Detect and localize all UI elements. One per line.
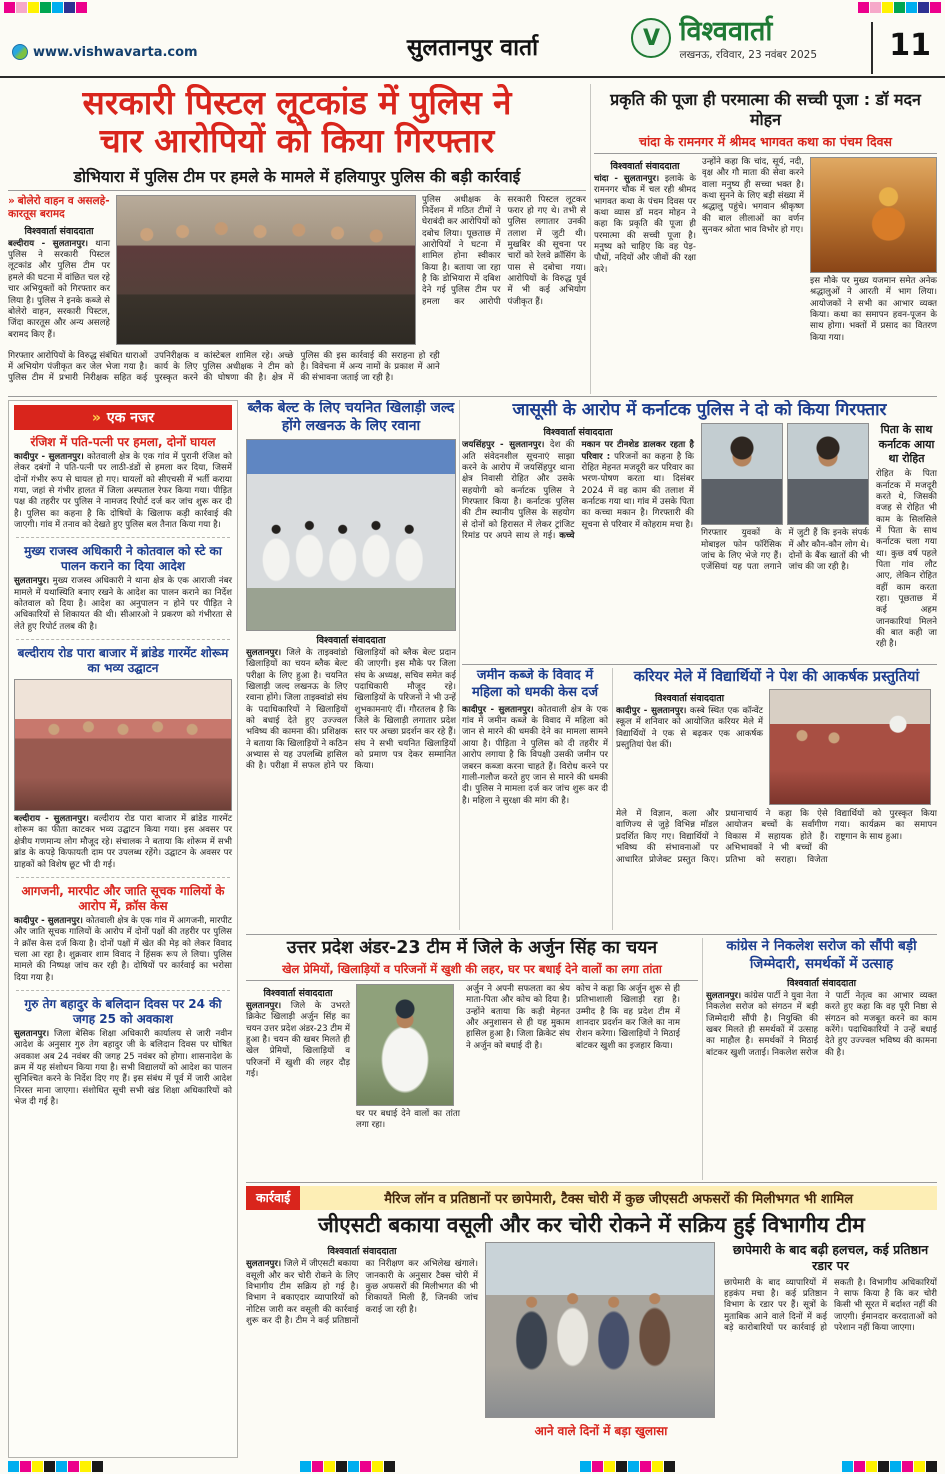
brief-title: बल्दीराय रोड पारा बाजार में ब्रांडेड गारमेंट शोरूम का भव्य उद्घाटन [17,646,229,676]
pooja-body-1 [594,174,696,276]
under23-dateline: सुलतानपुर। [246,1001,282,1011]
career-headline: करियर मेले में विद्यार्थियों ने पेश की आकर्षक प्रस्तुतियां [633,669,920,685]
paper-name: विश्ववार्ता [679,16,773,47]
brief-body [14,576,232,633]
lead-photo [116,195,416,345]
print-registration-marks [4,2,87,13]
under23-subheadline: खेल प्रेमियों, खिलाड़ियों व परिजनों में खुशी की लहर, घर पर बधाई देने वालों का लगा तांता [282,962,662,976]
divider [8,190,586,191]
reporter-byline: विश्ववार्ता संवाददाता [327,1246,397,1258]
gst-photo-column [485,1242,717,1439]
gst-side-column [724,1242,937,1439]
reporter-byline: विश्ववार्ता संवाददाता [24,225,94,237]
showroom-photo [14,679,232,811]
brief-body [14,1029,232,1108]
pooja-column-3 [810,157,937,344]
under23-body-3: अर्जुन ने अपनी सफलता का श्रेय माता-पिता और कोच को दिया है। उन्होंने बताया कि कड़ी मेहनत और अनुशासन से ही यह मुकाम हासिल हुआ है। जिला क्रिकेट संघ ने अर्जुन को बधाई दी है। [466,984,570,1051]
career-body-top-text: कस्बे स्थित एक कॉन्वेंट स्कूल में शनिवार को आयोजित करियर मेले में विद्यार्थियों ने एक से बढ़कर एक आकर्षक प्रस्तुतियां पेश कीं। [616,706,764,751]
brief-title: गुरु तेग बहादुर के बलिदान दिवस पर 24 की जगह 25 को अवकाश [24,996,222,1026]
chevron-icon: » [8,194,15,207]
lead-headline-line1: सरकारी पिस्टल लूटकांड में पुलिस ने [82,84,512,122]
divider [16,537,230,538]
land-headline: जमीन कब्जे के विवाद में महिला को धमकी केस दर्ज [471,668,599,700]
brief-dateline: सुलतानपुर। [14,576,50,587]
congress-dateline: सुलतानपुर। [706,991,742,1002]
brief-body-text: बल्दीराय रोड पारा बाजार में ब्रांडेड गारमेंट शोरूम का फीता काटकर भव्य उद्घाटन किया गया। इस अवसर पर क्षेत्रीय गणमान्य लोग मौजूद रहे। संचालक ने बताया कि शोरूम में सभी ब्रांड के कपड़े किफायती दाम पर उपलब्ध रहेंगे। उद्घाटन के अवसर पर ग्राहकों को विशेष छूट भी दी गई। [14,814,233,870]
article-black-belt [246,400,456,930]
career-dateline: कादीपुर - सुलतानपुर। [616,706,687,717]
land-body [462,705,608,807]
column-rule [612,668,613,930]
article-career-fair [616,668,937,930]
brief-body [14,814,232,871]
lead-content [8,195,586,347]
lead-body-left-text: थाना पुलिस ने सरकारी पिस्टल लूटकांड और पुलिस टीम पर हमले की घटना में वांछित चल रहे चार अभियुक्तों को गिरफ्तार कर लिया है। पुलिस ने इनके कब्जे से बोलेरो वाहन, सरकारी पिस्टल, जिंदा कारतूस और अन्य असलहे बरामद किए हैं। [8,238,110,340]
gst-headline: जीएसटी बकाया वसूली और कर चोरी रोकने में सक्रिय हुई विभागीय टीम [318,1213,865,1237]
pooja-body-3: इस मौके पर मुख्य यजमान समेत अनेक श्रद्धालुओं ने आरती में भाग लिया। आयोजकों ने सभी का आभार व्यक्त किया। कथा का समापन हवन-पूजन के साथ होगा। भक्तों में प्रसाद का वितरण किया गया। [810,276,937,343]
section-rule [246,934,937,935]
brand-block [631,18,817,62]
pooja-headline: प्रकृति की पूजा ही परमात्मा की सच्ची पूजा : डॉ मदन मोहन [610,90,921,129]
katha-photo [810,157,937,273]
article-spy-arrests [462,400,937,662]
congress-body [706,991,937,1161]
lead-dateline: बल्दीराय - सुलतानपुर। [8,238,88,249]
article-congress-appointment [706,938,937,1180]
blackbelt-dateline: सुलतानपुर। [246,648,282,658]
spy-side-body: रोहित के पिता कर्नाटक में मजदूरी करते थे, जिसकी वजह से रोहित भी काम के सिलसिले में पिता के साथ कर्नाटक चला गया था। कुछ वर्ष पहले पिता गांव लौट आए, लेकिन रोहित वहीं काम करता रहा। पूछताछ में कई अहम जानकारियां मिलने की बात कही जा रही है। [876,469,937,650]
under23-column-1 [246,984,350,1132]
brief-body-text: मुख्य राजस्व अधिकारी ने थाना क्षेत्र के एक आराजी नंबर मामले में यथास्थिति बनाए रखने के आदेश का पालन कराने का निर्देश कोतवाल को दिया है। आदेश का अनुपालन न होने पर पीड़ित ने अधिकारियों से शिकायत की थी। सीआरओ ने प्रकरण को गंभीरता से लेते हुए रिपोर्ट तलब की है। [14,576,233,632]
gst-kicker-text: मैरिज लॉन व प्रतिष्ठानों पर छापेमारी, टैक्स चोरी में कुछ जीएसटी अफसरों की मिलीभगत भी शामिल [300,1186,937,1210]
career-body-bottom: मेले में विज्ञान, कला और वाणिज्य से जुड़े विभिन्न मॉडल प्रदर्शित किए गए। विद्यार्थियों ने भविष्य की संभावनाओं पर आधारित प्रोजेक्ट प्रस्तुत किए। प्रधानाचार्य ने कहा कि ऐसे आयोजन बच्चों के सर्वांगीण विकास में सहायक होते हैं। अभिभावकों ने भी बच्चों की प्रतिभा को सराहा। विजेता विद्यार्थियों को पुरस्कृत किया गया। कार्यक्रम का समापन राष्ट्रगान के साथ हुआ। [616,809,937,865]
spy-body [462,440,694,542]
blackbelt-headline: ब्लैक बेल्ट के लिए चयनित खिलाड़ी जल्द होंगे लखनऊ के लिए रवाना [247,400,455,434]
gst-kicker [246,1186,937,1210]
spy-side-column [876,423,937,650]
reporter-byline: विश्ववार्ता संवाददाता [610,161,680,172]
lead-body-right: पुलिस अधीक्षक के निर्देशन में गठित टीमों ने घेराबंदी कर आरोपियों को दबोच लिया। पूछताछ में आरोपियों ने घटना में शामिल होना स्वीकार किया है। बताया जा रहा है कि डोभियारा में दबिश देने गई पुलिस टीम पर हमला कर आरोपी सरकारी पिस्टल लूटकर फरार हो गए थे। तभी से पुलिस लगातार उनकी तलाश में जुटी थी। मुखबिर की सूचना पर चारों को रेलवे क्रॉसिंग के पास से दबोचा गया। आरोपियों के विरुद्ध पूर्व में भी कई अभियोग पंजीकृत हैं। [422,194,586,307]
lead-headline [8,84,586,161]
brief-title: रंजिश में पति-पत्नी पर हमला, दोनों घायल [30,435,216,449]
spy-side-title: पिता के साथ कर्नाटक आया था रोहित [878,423,935,465]
spy-main-column [462,423,694,650]
section-rule [462,664,937,665]
reporter-byline: विश्ववार्ता संवाददाता [316,635,386,646]
cricketer-photo [356,984,454,1106]
brief-title: मुख्य राजस्व अधिकारी ने कोतवाल को स्टे का पालन कराने का दिया आदेश [24,544,222,574]
reporter-byline: विश्ववार्ता संवाददाता [543,427,613,439]
brief-item [14,435,232,531]
brief-body [14,916,232,984]
edition-dateline: लखनऊ, रविवार, 23 नवंबर 2025 [679,49,817,62]
lead-body-left [8,239,110,341]
mugshots [701,423,869,525]
brief-body [14,452,232,531]
reporter-byline: विश्ववार्ता संवाददाता [263,988,333,999]
brief-title: आगजनी, मारपीट और जाति सूचक गालियों के आरोप में, क्रॉस केस [21,883,225,913]
congress-body-text: कांग्रेस पार्टी ने युवा नेता निकलेश सरोज को संगठन में बड़ी जिम्मेदारी सौंपी है। नियुक्ति की खबर मिलते ही समर्थकों में उत्साह का माहौल है। समर्थकों ने मिठाई बांटकर खुशी जताई। निकलेश सरोज ने पार्टी नेतृत्व का आभार व्यक्त करते हुए कहा कि वह पूरी निष्ठा से संगठन को मजबूत करने का काम करेंगे। पदाधिकारियों ने उन्हें बधाई देते हुए उज्ज्वल भविष्य की कामना की है। [706,991,937,1058]
mugshot-photo-1 [701,423,783,525]
land-dateline: कादीपुर - सुलतानपुर। [462,704,534,715]
print-registration-marks [858,2,941,13]
lead-subheadline: डोभियारा में पुलिस टीम पर हमले के मामले में हलियापुर पुलिस की बड़ी कार्रवाई [73,167,521,186]
spy-photo-column [701,423,869,650]
gst-body [246,1259,478,1327]
section-rule [246,1182,937,1183]
under23-column-2 [356,984,460,1132]
article-pistol-loot-arrests [8,84,586,394]
lead-body-bottom: गिरफ्तार आरोपियों के विरुद्ध संबंधित धाराओं में अभियोग पंजीकृत कर जेल भेजा गया है। पुलिस टीम में प्रभारी निरीक्षक सहित कई उपनिरीक्षक व कांस्टेबल शामिल रहे। अच्छे कार्य के लिए पुलिस अधीक्षक ने टीम को पुरस्कृत करने की घोषणा की है। क्षेत्र में पुलिस की इस कार्रवाई की सराहना हो रही है। विवेचना में अन्य नामों के प्रकाश में आने की संभावना जताई जा रही है। [8,350,440,384]
career-content [616,689,937,805]
brief-dateline: कादीपुर - सुलतानपुर। [14,452,84,462]
divider [16,639,230,640]
divider [594,153,937,154]
taekwondo-photo [246,439,456,631]
section-rule [8,396,937,397]
reporter-byline: विश्ववार्ता संवाददाता [654,693,725,705]
pooja-content [594,157,937,344]
under23-content [246,984,698,1132]
gst-content [246,1242,937,1439]
pooja-column-1 [594,157,696,344]
spy-headline: जासूसी के आरोप में कर्नाटक पुलिस ने दो को किया गिरफ्तार [512,400,887,420]
vishwavarta-logo-icon [631,18,671,58]
divider [16,990,230,991]
print-registration-marks [8,1461,103,1472]
gst-raid-photo [485,1242,715,1418]
brief-body-text: कोतवाली क्षेत्र के एक गांव में आगजनी, मारपीट और जाति सूचक गालियों के आरोप में दोनों पक्षों की तहरीर पर पुलिस ने क्रॉस केस दर्ज किया है। दोनों पक्षों में खेत की मेड़ को लेकर विवाद चला आ रहा है। शुक्रवार शाम विवाद ने हिंसक रूप ले लिया। पुलिस मामले की निष्पक्ष जांच कर रही है। दोषियों पर कार्रवाई का भरोसा दिया गया है। [14,915,232,983]
gst-dateline: सुलतानपुर। [246,1259,282,1270]
page-number: 11 [871,22,935,74]
gst-side-title: छापेमारी के बाद बढ़ी हलचल, कई प्रतिष्ठान रडार पर [732,1242,929,1274]
gst-left-column [246,1242,478,1439]
masthead [0,14,945,78]
article-land-dispute [462,668,608,930]
pooja-subheadline: चांदा के रामनगर में श्रीमद भागवत कथा का पंचम दिवस [639,134,892,149]
lead-left-column [8,195,110,347]
column-rule [590,84,591,394]
spy-body-b: परिजनों का कहना है कि रोहित मेहनत मजदूरी कर परिवार का भरण-पोषण करता था। दिसंबर 2024 में वह काम की तलाश में कर्नाटक गया था। गांव में उसके पिता का कच्चा मकान है। गिरफ्तारी की सूचना से परिवार में कोहराम मचा है। [581,451,694,530]
mugshot-photo-2 [787,423,869,525]
under23-headline: उत्तर प्रदेश अंडर-23 टीम में जिले के अर्जुन सिंह का चयन [286,938,658,958]
article-gst-recovery [246,1186,937,1458]
under23-body-4: कोच ने कहा कि अर्जुन शुरू से ही प्रतिभाशाली खिलाड़ी रहा है। उम्मीद है कि वह प्रदेश टीम में शानदार प्रदर्शन कर जिले का नाम रोशन करेगा। खिलाड़ियों ने मिठाई बांटकर खुशी का इजहार किया। [576,984,680,1051]
briefs-title: एक नजर [106,410,155,426]
under23-body-2: घर पर बधाई देने वालों का तांता लगा रहा। [356,1109,460,1131]
briefs-header [14,405,232,430]
career-body-top [616,706,763,751]
reporter-byline: विश्ववार्ता संवाददाता [786,978,857,990]
gst-body-text: जिले में जीएसटी बकाया वसूली और कर चोरी रोकने के लिए विभागीय टीम सक्रिय हो गई है। विभाग ने बकाएदार व्यापारियों को नोटिस जारी कर वसूली की कार्रवाई शुरू कर दी है। टीम ने कई प्रतिष्ठानों का निरीक्षण कर अभिलेख खंगाले। जानकारी के अनुसार टैक्स चोरी में कुछ अफसरों की मिलीभगत की भी शिकायतें मिली हैं, जिनकी जांच कराई जा रही है। [246,1259,478,1326]
gst-kicker-label: कार्रवाई [246,1186,300,1210]
brief-body-text: जिला बेसिक शिक्षा अधिकारी कार्यालय से जारी नवीन आदेश के अनुसार गुरु तेग बहादुर जी के बलिदान दिवस पर घोषित अवकाश अब 24 नवंबर की जगह 25 नवंबर को होगा। शासनादेश के क्रम में यह संशोधन किया गया है। सभी विद्यालयों को आदेश का पालन सुनिश्चित करने के निर्देश दिए गए हैं। इस संबंध में पूर्व में जारी आदेश निरस्त माना जाएगा। संशोधित सूची सभी खंड शिक्षा अधिकारियों को भेज दी गई है। [14,1028,232,1107]
divider [16,877,230,878]
article-under23-selection [246,938,698,1180]
column-rule [459,400,460,930]
print-registration-marks [580,1461,675,1472]
brief-item [14,884,232,984]
brief-item [14,997,232,1108]
land-body-text: कोतवाली क्षेत्र के एक गांव में जमीन कब्जे के विवाद में महिला को जान से मारने की धमकी देने का मामला सामने आया है। पीड़िता ने पुलिस को दी तहरीर में आरोप लगाया है कि विपक्षी उसकी जमीन पर जबरन कब्जा करना चाहते हैं। विरोध करने पर गाली-गलौज करते हुए जान से मारने की धमकी दी। पुलिस ने मामला दर्ज कर जांच शुरू कर दी है। महिला ने सुरक्षा की मांग की है। [462,704,608,806]
lead-pointer [8,195,110,221]
career-fair-photo [769,689,931,805]
spy-crosshead: कच्चे मकान पर टीनशेड डालकर रहता है परिवार : [559,440,694,542]
section-title: सुलतानपुर वार्ता [406,35,539,61]
brief-item [14,646,232,871]
pooja-body-2: उन्होंने कहा कि चांद, सूर्य, नदी, वृक्ष और गौ माता की सेवा करने वाला मनुष्य ही सच्चा भक्त है। कथा सुनने के लिए बड़ी संख्या में श्रद्धालु पहुंचे। भगवान श्रीकृष्ण की बाल लीलाओं का वर्णन सुनकर श्रोता भाव विभोर हो गए। [702,157,804,236]
brief-body-text: कोतवाली क्षेत्र के एक गांव में पुरानी रंजिश को लेकर दबंगों ने पति-पत्नी पर लाठी-डंडों से हमला कर दिया, जिसमें दोनों गंभीर रूप से घायल हो गए। घायलों को सीएचसी में भर्ती कराया गया, जहां से गंभीर हालत में जिला अस्पताल रेफर किया गया। पीड़ित पक्ष की तहरीर पर पुलिस ने नामजद रिपोर्ट दर्ज कर जांच शुरू कर दी है। पुलिस का कहना है कि दोषियों के खिलाफ कड़ी कार्रवाई की जाएगी। गांव में तनाव को देखते हुए पुलिस बल तैनात किया गया है। [14,452,232,531]
brief-dateline: बल्दीराय - सुलतानपुर। [14,814,89,825]
briefs-header-icon: » [91,410,101,426]
gst-side-body: छापेमारी के बाद व्यापारियों में हड़कंप मचा है। कई प्रतिष्ठान विभाग के रडार पर हैं। सूत्रों के मुताबिक आने वाले दिनों में कई बड़े कारोबारियों पर कार्रवाई हो सकती है। विभागीय अधिकारियों ने साफ किया है कि कर चोरी किसी भी सूरत में बर्दाश्त नहीं की जाएगी। ईमानदार करदाताओं को परेशान नहीं किया जाएगा। [724,1277,937,1334]
gst-highlight: आने वाले दिनों में बड़ा खुलासा [534,1424,668,1439]
pooja-dateline: चांदा - सुलतानपुर। [594,174,660,184]
spy-mug-body: गिरफ्तार युवकों के मोबाइल फोन फॉरेंसिक जांच के लिए भेजे गए हैं। एजेंसियां यह पता लगाने में जुटी हैं कि इनके संपर्क में और कौन-कौन लोग थे। दोनों के बैंक खातों की भी जांच की जा रही है। [701,528,869,573]
brief-item [14,544,232,633]
print-registration-marks [300,1461,395,1472]
under23-body-1-text: जिले के उभरते क्रिकेट खिलाड़ी अर्जुन सिंह का चयन उत्तर प्रदेश अंडर-23 टीम में हुआ है। चयन की खबर मिलते ही खेल प्रेमियों, खिलाड़ियों व परिजनों में खुशी की लहर दौड़ गई। [246,1001,350,1080]
column-rule [702,938,703,1180]
brief-dateline: कादीपुर - सुलतानपुर। [14,915,83,926]
blackbelt-body-text: जिले के ताइक्वांडो खिलाड़ियों का चयन ब्लैक बेल्ट परीक्षा के लिए हुआ है। चयनित खिलाड़ी जल्द लखनऊ के लिए रवाना होंगे। जिला ताइक्वांडो संघ के पदाधिकारियों ने खिलाड़ियों को बधाई देते हुए उज्ज्वल भविष्य की कामना की। प्रशिक्षक ने बताया कि खिलाड़ियों ने कठिन अभ्यास से यह उपलब्धि हासिल की है। परीक्षा में सफल होने पर खिलाड़ियों को ब्लैक बेल्ट प्रदान की जाएगी। इस मौके पर जिला संघ के अध्यक्ष, सचिव समेत कई पदाधिकारी मौजूद रहे। खिलाड़ियों के परिजनों ने भी उन्हें शुभकामनाएं दीं। गौरतलब है कि जिले के खिलाड़ी लगातार प्रदेश स्तर पर अच्छा प्रदर्शन कर रहे हैं। संघ ने सभी चयनित खिलाड़ियों को प्रमाण पत्र देकर सम्मानित किया। [246,648,456,772]
pooja-body-1-text: इलाके के रामनगर चौक में चल रही श्रीमद भागवत कथा के पंचम दिवस पर कथा व्यास डॉ मदन मोहन ने कहा कि प्रकृति की पूजा ही परमात्मा की सच्ची पूजा है। मनुष्य को चाहिए कि वह पेड़-पौधों, नदियों और जीवों की रक्षा करे। [594,174,696,275]
brief-dateline: सुलतानपुर। [14,1028,50,1039]
print-registration-marks [842,1461,937,1472]
spy-body-a: देश की अति संवेदनशील सूचनाएं साझा करने के आरोप में जयसिंहपुर थाना क्षेत्र निवासी रोहित और उसके सहयोगी को कर्नाटक पुलिस ने गिरफ्तार किया है। कर्नाटक पुलिस की टीम स्थानीय पुलिस के सहयोग से दोनों को हिरासत में लेकर ट्रांजिट रिमांड पर अपने साथ ले गई। [462,440,575,542]
lead-pointer-text: बोलेरो वाहन व असलहे-कारतूस बरामद [8,194,110,220]
spy-content [462,423,937,650]
briefs-rail [8,400,238,1458]
logo-letter: V [642,25,660,51]
career-left-column [616,689,763,805]
congress-headline: कांग्रेस ने निकलेश सरोज को सौंपी बड़ी जिम्मेदारी, समर्थकों में उत्साह [726,938,917,972]
article-bhagwat-katha [594,90,937,394]
website-url[interactable]: www.vishwavarta.com [33,44,198,60]
divider [246,980,698,981]
brand-text [679,18,817,62]
spy-dateline: जयसिंहपुर - सुलतानपुर। [462,440,545,451]
blackbelt-body [246,648,456,916]
lead-headline-line2: चार आरोपियों को किया गिरफ्तार [99,121,495,161]
under23-body-1 [246,1001,350,1080]
